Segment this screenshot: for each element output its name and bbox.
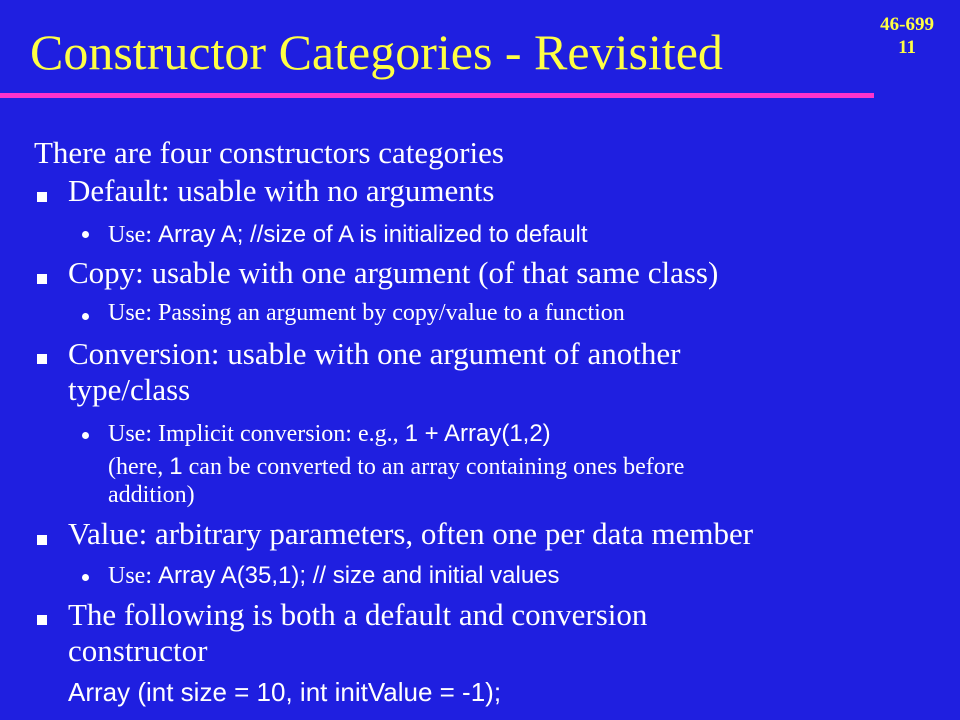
- conversion-note-open: (here,: [108, 454, 170, 480]
- value-use-label: Use:: [108, 563, 158, 589]
- round-bullet-icon: [82, 313, 89, 320]
- default-item-text: Default: usable with no arguments: [68, 173, 495, 208]
- value-use-line: [108, 561, 908, 591]
- default-use-code: Array A; //size of A is initialized to default: [158, 221, 588, 248]
- conversion-item-line1: Conversion: usable with one argument of another: [68, 336, 681, 371]
- conversion-use-label: Use: Implicit conversion: e.g.,: [108, 421, 405, 447]
- conversion-note-line1: [108, 452, 908, 482]
- default-use-line: [108, 220, 908, 250]
- round-bullet-icon: [82, 574, 89, 581]
- slide-number: 11: [898, 37, 917, 58]
- intro-text: There are four constructors categories: [34, 135, 504, 170]
- copy-item-text: Copy: usable with one argument (of that same class): [68, 255, 719, 290]
- slide-header-meta: [880, 13, 934, 59]
- value-use-code: Array A(35,1); // size and initial values: [158, 562, 560, 589]
- conversion-use-line: [108, 419, 908, 449]
- conversion-note-rest: can be converted to an array containing ones before: [182, 454, 685, 480]
- conversion-use-code: 1 + Array(1,2): [404, 420, 551, 447]
- square-bullet-icon: [37, 192, 47, 202]
- default-use-label: Use:: [108, 222, 158, 248]
- following-item-line1: The following is both a default and conversion: [68, 597, 648, 632]
- round-bullet-icon: [82, 231, 89, 238]
- title-underline: [0, 93, 874, 98]
- conversion-note-line2: addition): [108, 482, 195, 508]
- round-bullet-icon: [82, 432, 89, 439]
- value-item-text: Value: arbitrary parameters, often one per data member: [68, 516, 754, 551]
- constructor-code-line: Array (int size = 10, int initValue = -1);: [68, 677, 502, 707]
- square-bullet-icon: [37, 615, 47, 625]
- square-bullet-icon: [37, 535, 47, 545]
- copy-use-line: Use: Passing an argument by copy/value to a function: [108, 300, 625, 326]
- square-bullet-icon: [37, 354, 47, 364]
- course-code: 46-699: [880, 14, 934, 35]
- square-bullet-icon: [37, 274, 47, 284]
- slide-title: Constructor Categories - Revisited: [30, 24, 723, 80]
- conversion-note-code: 1: [169, 453, 183, 480]
- following-item-line2: constructor: [68, 633, 208, 668]
- conversion-item-line2: type/class: [68, 372, 191, 407]
